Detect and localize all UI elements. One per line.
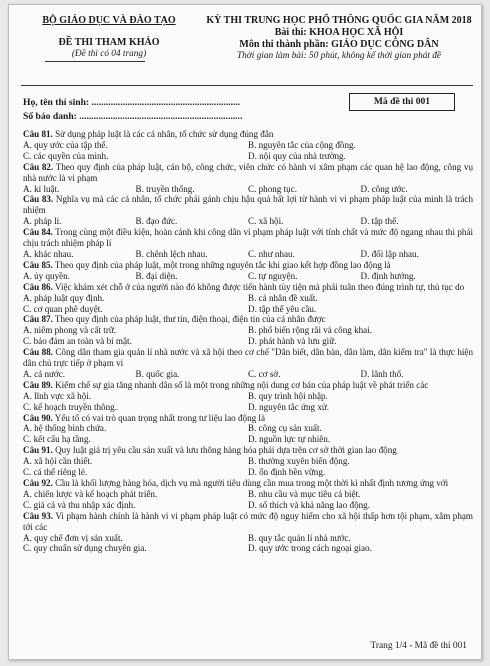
- answer-option: C. kế hoạch truyền thông.: [23, 401, 117, 412]
- question-stem: [23, 314, 473, 325]
- exam-code-box: Mã đề thi 001: [349, 93, 455, 111]
- question-number: Câu 81.: [23, 129, 53, 139]
- question-text: Theo quy định của pháp luật, cán bộ, công chức, viên chức có hành vi xâm phạm các quan hệ lao động, công vụ nhà nước là vi phạm: [23, 161, 473, 183]
- question-number: Câu 85.: [23, 259, 53, 270]
- question-number: Câu 93.: [23, 510, 54, 521]
- question-stem: [23, 413, 473, 424]
- answer-option: B. quy trình hội nhập.: [248, 390, 328, 401]
- answer-row: [23, 402, 473, 413]
- question-text: Trong cùng một điều kiện, hoàn cảnh khi công dân vi phạm pháp luật với tính chất và mức độ ngang nhau thì phải chịu trách nhiệm pháp lí: [23, 227, 474, 249]
- answer-option: C. xã hội.: [248, 216, 284, 227]
- exam-duration: Thời gian làm bài: 50 phút, không kể thời gian phát đề: [236, 51, 442, 61]
- question-text: Công dân tham gia quản lí nhà nước và xã hội theo cơ chế "Dân biết, dân bàn, dân làm, dân kiểm tra" là thực hiện dân chủ trực tiếp ở phạm vi: [23, 347, 474, 369]
- answer-option: A. cả nước.: [23, 368, 66, 379]
- answer-option: C. giá cả và thu nhập xác định.: [23, 499, 136, 510]
- question-stem: [23, 227, 473, 249]
- question-number: Câu 82.: [23, 161, 54, 172]
- answer-option: D. quy ước trong cách ngoại giao.: [248, 543, 372, 554]
- answer-option: B. quy tắc quản lí nhà nước.: [248, 532, 351, 543]
- question-stem: [23, 282, 473, 293]
- answer-option: B. truyền thống.: [135, 183, 195, 194]
- answer-row: [23, 423, 473, 434]
- answer-row: [23, 249, 473, 260]
- question-number: Câu 92.: [23, 478, 53, 488]
- answer-option: D. đối lập nhau.: [360, 248, 419, 259]
- answer-option: A. niêm phong và cất trữ.: [23, 325, 117, 336]
- answer-row: [23, 489, 473, 500]
- question-list: [23, 129, 473, 554]
- page-footer: Trang 1/4 - Mã đề thi 001: [370, 641, 467, 651]
- answer-option: B. phổ biến rộng rãi và công khai.: [248, 325, 373, 336]
- answer-option: B. nguyên tắc của cộng đồng.: [248, 139, 356, 150]
- answer-row: [23, 391, 473, 402]
- answer-option: C. cá thể riêng lẻ.: [23, 467, 88, 478]
- answer-option: C. cơ sở.: [248, 368, 281, 379]
- answer-row: [23, 500, 473, 511]
- answer-option: C. như nhau.: [248, 248, 295, 259]
- question-stem: [23, 445, 473, 456]
- answer-option: C. kết cấu hạ tầng.: [23, 434, 91, 445]
- answer-row: [23, 336, 473, 347]
- answer-row: [23, 325, 473, 336]
- question-text: Yếu tố có vai trò quan trọng nhất trong tư liệu lao động là: [52, 412, 265, 423]
- question-text: Sử dụng pháp luật là các cá nhân, tổ chức sử dụng đúng đắn: [52, 129, 274, 139]
- answer-option: B. đại diện.: [135, 270, 178, 281]
- answer-option: D. nội quy của nhà trường.: [248, 150, 346, 161]
- answer-option: B. công cụ sản xuất.: [248, 423, 322, 434]
- answer-row: [23, 369, 473, 380]
- answer-option: A. quy chế đơn vị sản xuất.: [23, 532, 123, 543]
- answer-option: D. tập thể yêu cầu.: [248, 303, 317, 314]
- question-number: Câu 88.: [23, 347, 53, 358]
- subject-name: Môn thi thành phần: GIÁO DỤC CÔNG DÂN: [239, 39, 439, 50]
- answer-row: [23, 434, 473, 445]
- question-text: Việc khám xét chỗ ở của người nào đó không được tiến hành tùy tiện mà phải tuân theo đúng trình tự, thủ tục do: [52, 281, 465, 292]
- answer-option: B. nhu cầu và mục tiêu cá biệt.: [248, 488, 361, 499]
- question-stem: [23, 162, 473, 184]
- exam-page: [8, 4, 482, 660]
- answer-option: D. công ước.: [360, 183, 408, 194]
- answer-option: A. kỉ luật.: [23, 183, 60, 194]
- answer-option: A. ủy quyền.: [23, 270, 70, 281]
- header-left-rule: [45, 61, 145, 62]
- exam-type: ĐỀ THI THAM KHẢO: [58, 37, 160, 48]
- answer-option: D. số thích và khả năng lao động.: [248, 499, 370, 510]
- question-number: Câu 84.: [23, 227, 53, 238]
- question-stem: [23, 478, 473, 489]
- answer-option: B. đạo đức.: [135, 216, 178, 227]
- answer-option: D. ổn định bền vững.: [248, 467, 326, 478]
- answer-option: D. nguồn lực tự nhiên.: [248, 434, 331, 445]
- answer-option: C. bảo đảm an toàn và bí mật.: [23, 336, 132, 347]
- candidate-id-field: Số báo danh: ....................................................................: [23, 111, 243, 122]
- header-left: [19, 15, 199, 61]
- answer-option: A. chiến lược và kế hoạch phát triển.: [23, 488, 158, 499]
- answer-option: C. các quyền của mình.: [23, 150, 109, 161]
- page-count: (Đề thi có 04 trang): [71, 49, 147, 59]
- question-number: Câu 89.: [23, 379, 53, 390]
- question-text: Vi phạm hành chính là hành vi vi phạm pháp luật có mức độ nguy hiểm cho xã hội thấp hơn tội phạm, xâm phạm tới các: [23, 510, 473, 532]
- question-stem: [23, 194, 473, 216]
- question-stem: [23, 347, 473, 369]
- answer-row: [23, 293, 473, 304]
- answer-option: B. thường xuyên biến động.: [248, 456, 350, 467]
- answer-option: B. quốc gia.: [135, 368, 180, 379]
- question-text: Cầu là khối lượng hàng hóa, dịch vụ mà người tiêu dùng cần mua trong một thời kì nhất định tương ứng với: [52, 478, 449, 488]
- answer-option: D. nguyên tắc ứng xử.: [248, 401, 330, 412]
- answer-option: D. tập thể.: [360, 216, 399, 227]
- question-number: Câu 83.: [23, 194, 54, 205]
- answer-row: [23, 151, 473, 162]
- answer-option: C. cơ quan phê duyệt.: [23, 303, 103, 314]
- header-divider: [21, 85, 473, 86]
- answer-option: A. hệ thống bình chứa.: [23, 423, 107, 434]
- candidate-name-field: Họ, tên thí sinh: ..............................................................: [23, 97, 241, 108]
- answer-option: D. phát hành và lưu giữ.: [248, 336, 337, 347]
- question-stem: [23, 129, 473, 140]
- answer-option: A. lĩnh vực xã hội.: [23, 390, 92, 401]
- question-number: Câu 90.: [23, 412, 53, 423]
- question-text: Theo quy định của pháp luật, thư tín, điện thoại, điện tín của cá nhân được: [52, 314, 326, 325]
- answer-option: A. xã hội cần thiết.: [23, 456, 93, 467]
- header-right: [205, 15, 473, 63]
- question-text: Kiểm chế sự gia tăng nhanh dân số là một trong những nội dung cơ bản của pháp luật về phát triển các: [52, 379, 429, 390]
- answer-row: [23, 543, 473, 554]
- answer-row: [23, 271, 473, 282]
- answer-option: C. tự nguyện.: [248, 270, 298, 281]
- answer-option: C. phong tục.: [248, 183, 298, 194]
- answer-row: [23, 304, 473, 315]
- question-number: Câu 86.: [23, 281, 53, 292]
- answer-option: A. khác nhau.: [23, 248, 74, 259]
- question-text: Theo quy định của pháp luật, một trong những nguyên tắc khi giao kết hợp đồng lao động là: [52, 259, 391, 270]
- answer-row: [23, 467, 473, 478]
- answer-row: [23, 533, 473, 544]
- question-stem: [23, 511, 473, 533]
- question-number: Câu 91.: [23, 445, 53, 456]
- question-stem: [23, 380, 473, 391]
- answer-row: [23, 456, 473, 467]
- question-text: Nghĩa vụ mà các cá nhân, tổ chức phải gánh chịu hậu quả bất lợi từ hành vi vi phạm pháp luật của mình là trách nhiệm: [23, 194, 474, 216]
- answer-option: A. pháp lí.: [23, 216, 62, 227]
- answer-row: [23, 184, 473, 195]
- answer-option: C. quy chuẩn sử dụng chuyên gia.: [23, 543, 147, 554]
- answer-row: [23, 216, 473, 227]
- answer-option: D. lãnh thổ.: [360, 368, 404, 379]
- answer-option: D. định hướng.: [360, 270, 416, 281]
- test-name: Bài thi: KHOA HỌC XÃ HỘI: [274, 27, 404, 38]
- answer-option: B. chênh lệch nhau.: [135, 248, 208, 259]
- answer-option: B. cá nhân đề xuất.: [248, 292, 318, 303]
- answer-option: A. quy ước của tập thể.: [23, 139, 108, 150]
- answer-option: A. pháp luật quy định.: [23, 292, 105, 303]
- exam-title: KỲ THI TRUNG HỌC PHỔ THÔNG QUỐC GIA NĂM 2018: [206, 15, 472, 26]
- question-stem: [23, 260, 473, 271]
- answer-row: [23, 140, 473, 151]
- ministry-name: BỘ GIÁO DỤC VÀ ĐÀO TẠO: [42, 15, 176, 26]
- question-text: Quy luật giá trị yêu cầu sản xuất và lưu thông hàng hóa phải dựa trên cơ sở thời gian lao động: [52, 445, 397, 456]
- question-number: Câu 87.: [23, 314, 53, 325]
